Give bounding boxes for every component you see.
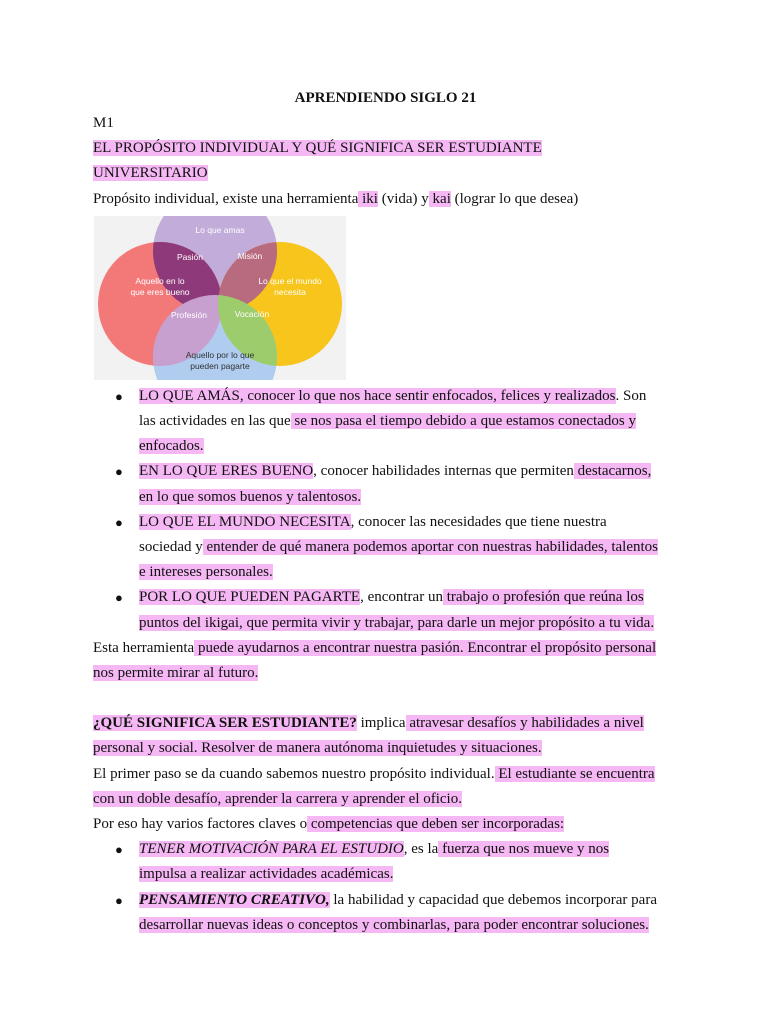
- body-text: El primer paso se da cuando sabemos nuestro propósito individual.: [93, 765, 495, 782]
- bullet-dot: ●: [115, 590, 123, 606]
- body-text: la habilidad y capacidad que debemos incorporar para: [329, 891, 657, 908]
- heading-line-1: EL PROPÓSITO INDIVIDUAL Y QUÉ SIGNIFICA SER ESTUDIANTE: [93, 140, 542, 157]
- section-2-paragraph: [93, 711, 678, 736]
- bullet-dot: ●: [115, 892, 123, 908]
- intro-text: (vida) y: [377, 190, 429, 207]
- iki-term: iki: [358, 190, 378, 207]
- body-text: , conocer habilidades internas que permiten: [313, 463, 574, 480]
- highlighted-text: puntos del ikigai, que permita vivir y trabajar, para darle un mejor propósito a tu vida.: [139, 614, 655, 631]
- intro-text: Propósito individual, existe una herramienta: [93, 190, 359, 207]
- list-item: [93, 384, 678, 460]
- highlighted-text: con un doble desafío, aprender la carrera y aprender el oficio.: [93, 790, 462, 807]
- kai-term: kai: [428, 190, 451, 207]
- ikigai-venn-svg: [94, 216, 346, 380]
- list-item: [93, 510, 678, 586]
- highlighted-text: fuerza que nos mueve y nos: [438, 841, 610, 858]
- document-page: [93, 0, 678, 938]
- highlighted-text: impulsa a realizar actividades académicas.: [139, 866, 394, 883]
- highlighted-text: LO QUE EL MUNDO NECESITA: [139, 513, 351, 530]
- label-mision: Misión: [237, 250, 263, 261]
- body-text: Esta herramienta: [93, 639, 195, 656]
- label-vocacion: Vocación: [234, 308, 270, 319]
- body-text: , encontrar un: [360, 589, 443, 606]
- label-lo-que-amas: Lo que amas: [195, 224, 245, 235]
- label-mundo-1: Lo que el mundo: [258, 275, 322, 286]
- highlighted-text: e intereses personales.: [139, 564, 273, 581]
- bullet-dot: ●: [115, 842, 123, 858]
- body-text: . Son: [615, 387, 647, 404]
- list-item: [93, 888, 678, 938]
- highlighted-text: POR LO QUE PUEDEN PAGARTE: [139, 589, 361, 606]
- bullet-dot: ●: [115, 464, 123, 480]
- highlighted-text: nos permite mirar al futuro.: [93, 665, 259, 682]
- section-heading: [93, 136, 678, 161]
- intro-text: (lograr lo que desea): [450, 190, 579, 207]
- highlighted-text: trabajo o profesión que reúna los: [442, 589, 644, 606]
- body-text: sociedad y: [139, 539, 203, 556]
- label-mundo-2: necesita: [274, 286, 306, 297]
- label-eres-bueno-1: Aquello en lo: [135, 275, 185, 286]
- ikigai-diagram: [94, 216, 346, 380]
- document-title: APRENDIENDO SIGLO 21: [294, 90, 477, 106]
- label-profesion: Profesión: [171, 309, 207, 320]
- intro-paragraph: [93, 187, 678, 212]
- highlighted-text: entender de qué manera podemos aportar con nuestras habilidades, talentos: [202, 539, 658, 556]
- highlighted-text: se nos pasa el tiempo debido a que estamos conectados y: [290, 413, 636, 430]
- label-pagarte-1: Aquello por lo que: [185, 349, 255, 360]
- body-text: implica: [356, 715, 406, 732]
- bullet-dot: ●: [115, 388, 123, 404]
- question-heading: ¿QUÉ SIGNIFICA SER ESTUDIANTE?: [93, 715, 357, 732]
- highlighted-text: TENER MOTIVACIÓN PARA EL ESTUDIO: [139, 841, 404, 858]
- heading-line-2: UNIVERSITARIO: [93, 165, 208, 182]
- module-label: M1: [93, 115, 114, 131]
- label-eres-bueno-2: que eres bueno: [130, 286, 190, 297]
- body-text: las actividades en las que: [139, 413, 291, 430]
- highlighted-text: personal y social. Resolver de manera autónoma inquietudes y situaciones.: [93, 740, 542, 757]
- highlighted-text: enfocados.: [139, 438, 204, 455]
- list-item: [93, 459, 678, 509]
- list-item: [93, 585, 678, 635]
- list-item: [93, 837, 678, 887]
- label-pasion: Pasión: [177, 251, 203, 262]
- label-pagarte-2: pueden pagarte: [190, 360, 250, 371]
- highlighted-text: competencias que deben ser incorporadas:: [307, 816, 565, 833]
- body-text: , es la: [403, 841, 439, 858]
- highlighted-text: LO QUE AMÁS, conocer lo que nos hace sentir enfocados, felices y realizados: [139, 387, 616, 404]
- bullet-dot: ●: [115, 514, 123, 530]
- highlighted-text: El estudiante se encuentra: [494, 765, 655, 782]
- highlighted-text: desarrollar nuevas ideas o conceptos y combinarlas, para poder encontrar soluciones.: [139, 916, 649, 933]
- competencias-bullet-list: [93, 837, 678, 938]
- ikigai-bullet-list: [93, 384, 678, 636]
- body-text: , conocer las necesidades que tiene nuestra: [350, 513, 607, 530]
- highlighted-text: en lo que somos buenos y talentosos.: [139, 488, 362, 505]
- highlighted-text: EN LO QUE ERES BUENO: [139, 463, 314, 480]
- paragraph: [93, 636, 678, 661]
- body-text: Por eso hay varios factores claves o: [93, 816, 308, 833]
- highlighted-text: puede ayudarnos a encontrar nuestra pasión. Encontrar el propósito personal: [194, 639, 657, 656]
- highlighted-text: destacarnos,: [573, 463, 652, 480]
- highlighted-text: PENSAMIENTO CREATIVO,: [139, 891, 330, 908]
- highlighted-text: atravesar desafíos y habilidades a nivel: [405, 715, 644, 732]
